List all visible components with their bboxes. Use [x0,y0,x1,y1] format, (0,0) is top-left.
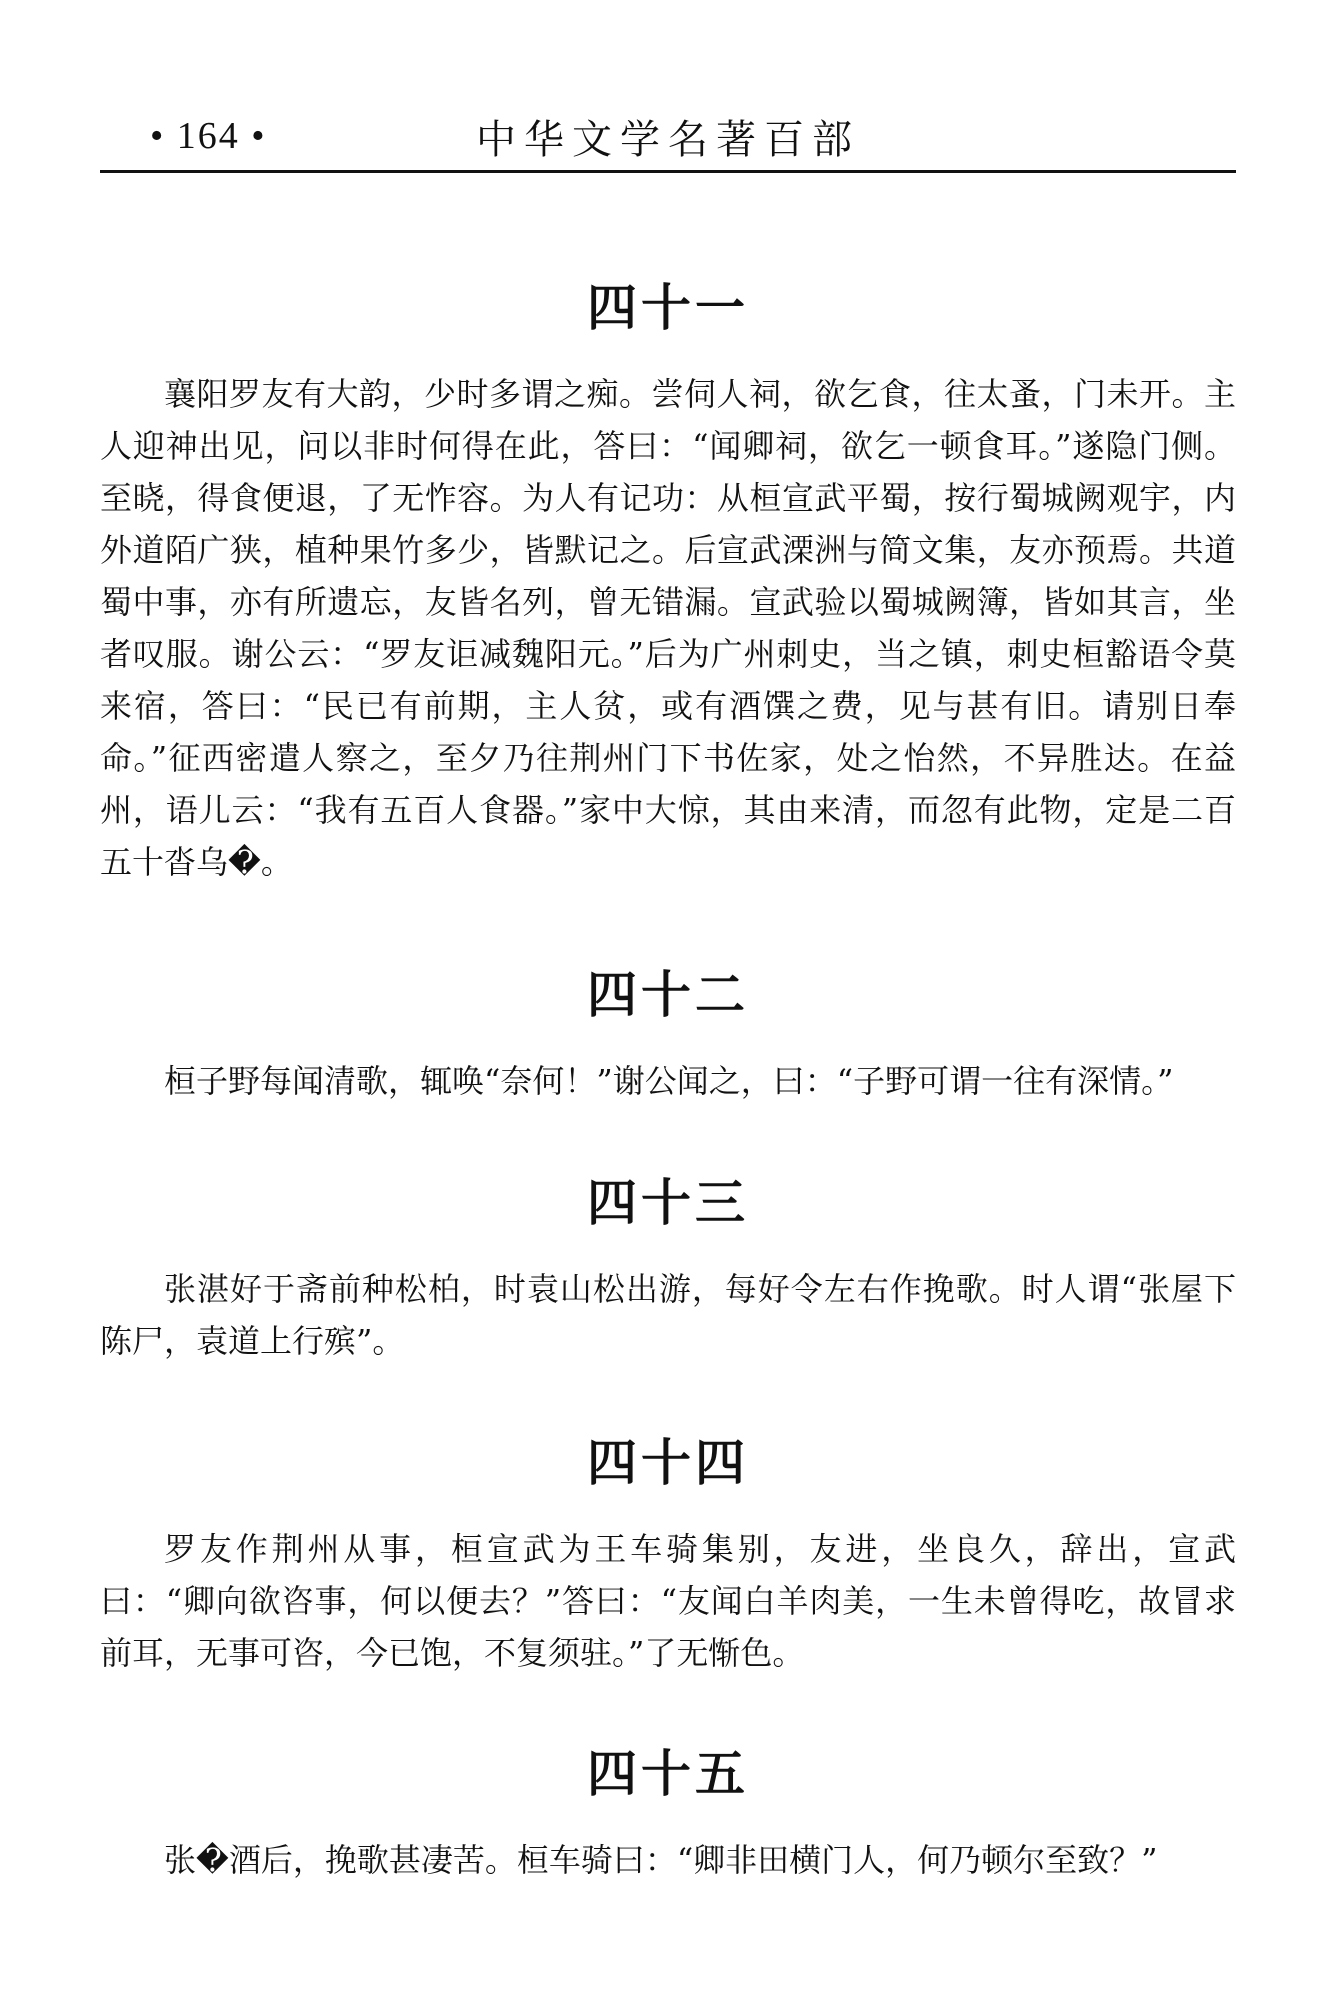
section-heading-45: 四十五 [587,1745,749,1803]
header-rule [100,170,1236,173]
section-paragraph-45: 张�酒后，挽歌甚凄苦。桓车骑曰：“卿非田横门人，何乃顿尔至致？” [164,1841,1158,1879]
section-paragraph-43: 张湛好于斋前种松柏，时袁山松出游，每好令左右作挽歌。时人谓“张屋下陈尸，袁道上行殡”。 [100,1270,1236,1360]
section-heading-43: 四十三 [587,1174,749,1232]
section-paragraph-41: 襄阳罗友有大韵，少时多谓之痴。尝伺人祠，欲乞食，往太蚤，门未开。主人迎神出见，问以非时何得在此，答曰：“闻卿祠，欲乞一顿食耳。”遂隐门侧。至晓，得食便退，了无怍容。为人有记功：从桓宣武平蜀，按行蜀城阙观宇，内外道陌广狭，植种果竹多少，皆默记之。后宣武溧洲与简文集，友亦预焉。共道蜀中事，亦有所遗忘，友皆名列，曾无错漏。宣武验以蜀城阙簿，皆如其言，坐者叹服。谢公云：“罗友讵减魏阳元。”后为广州刺史，当之镇，刺史桓豁语令莫来宿，答曰：“民已有前期，主人贫，或有酒馔之费，见与甚有旧。请别日奉命。”征西密遣人察之，至夕乃往荆州门下书佐家，处之怡然，不异胜达。在益州，语儿云：“我有五百人食器。”家中大惊，其由来清，而忽有此物，定是二百五十沓乌�。 [100,375,1236,881]
section-paragraph-44: 罗友作荆州从事，桓宣武为王车骑集别，友进，坐良久，辞出，宣武曰：“卿向欲咨事，何以便去？”答曰：“友闻白羊肉美，一生未曾得吃，故冒求前耳，无事可咨，今已饱，不复须驻。”了无惭色。 [100,1530,1236,1672]
section-heading-44: 四十四 [587,1434,749,1492]
running-head [100,108,1236,168]
page-number: • 164 • [150,115,267,157]
section-paragraph-42: 桓子野每闻清歌，辄唤“奈何！”谢公闻之，曰：“子野可谓一往有深情。” [164,1062,1174,1100]
section-heading-41: 四十一 [587,279,749,337]
book-title: 中华文学名著百部 [476,117,860,163]
section-heading-42: 四十二 [587,966,749,1024]
